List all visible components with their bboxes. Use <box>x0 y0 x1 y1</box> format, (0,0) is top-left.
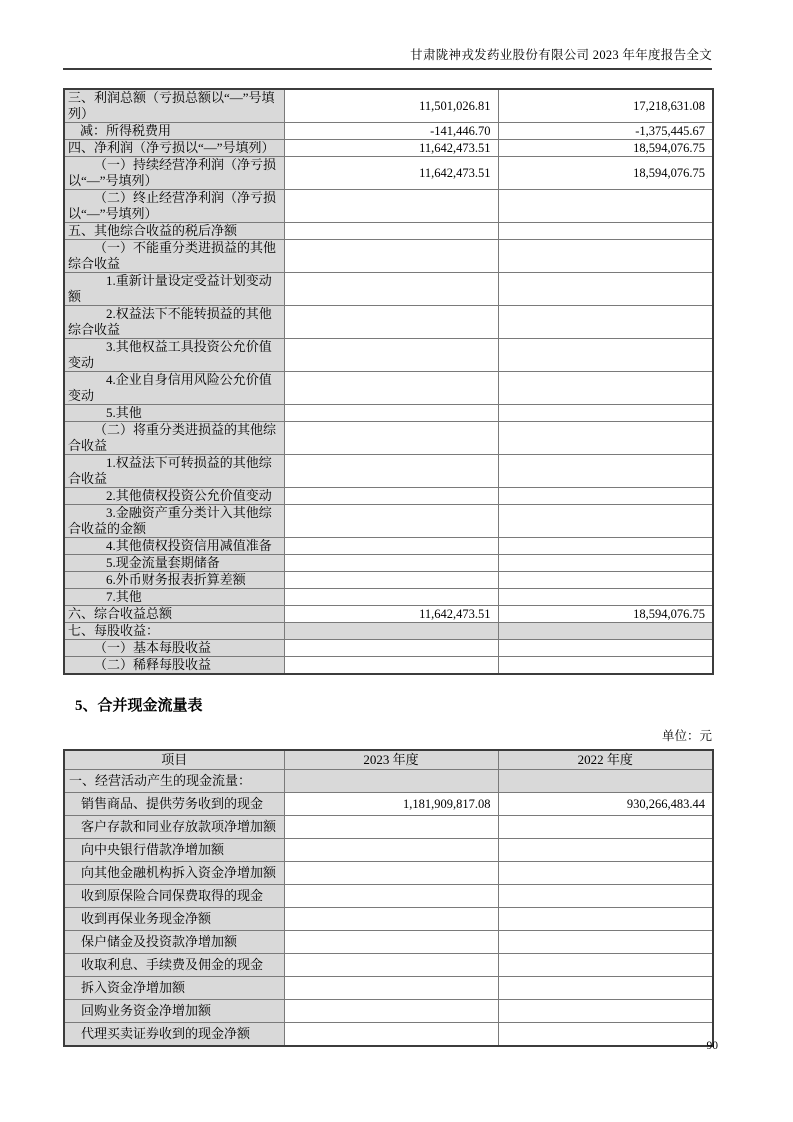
value-2023-cell: 1,181,909,817.08 <box>284 793 498 816</box>
table-row <box>64 816 713 839</box>
table-header-row <box>64 750 713 770</box>
value-2022-cell <box>498 405 713 422</box>
value-2022-cell: -1,375,445.67 <box>498 123 713 140</box>
column-header: 2022 年度 <box>498 750 713 770</box>
table-row <box>64 640 713 657</box>
row-label-cell: 客户存款和同业存放款项净增加额 <box>64 816 284 839</box>
value-2022-cell: 17,218,631.08 <box>498 89 713 123</box>
unit-label: 单位：元 <box>661 729 712 743</box>
table-row <box>64 885 713 908</box>
value-2022-cell <box>498 306 713 339</box>
value-2023-cell <box>284 372 498 405</box>
table-row <box>64 405 713 422</box>
value-2022-cell <box>498 240 713 273</box>
row-label-cell: 拆入资金净增加额 <box>64 977 284 1000</box>
value-2022-cell <box>498 538 713 555</box>
row-label-cell: 保户储金及投资款净增加额 <box>64 931 284 954</box>
row-label-cell: 1.重新计量设定受益计划变动额 <box>64 273 284 306</box>
value-2022-cell <box>498 505 713 538</box>
row-label-cell: （一）持续经营净利润（净亏损以“—”号填列） <box>64 157 284 190</box>
value-2023-cell <box>284 455 498 488</box>
value-2023-cell <box>284 555 498 572</box>
value-2023-cell <box>284 306 498 339</box>
row-label-cell: 2.权益法下不能转损益的其他综合收益 <box>64 306 284 339</box>
value-2023-cell <box>284 572 498 589</box>
value-2022-cell: 18,594,076.75 <box>498 606 713 623</box>
section-title-cash-flow-statement: 5、合并现金流量表 <box>75 698 203 714</box>
row-label-cell: （一）基本每股收益 <box>64 640 284 657</box>
value-2023-cell: 11,501,026.81 <box>284 89 498 123</box>
table-row <box>64 931 713 954</box>
table-row <box>64 657 713 675</box>
row-label-cell: （一）不能重分类进损益的其他综合收益 <box>64 240 284 273</box>
row-label-cell: 7.其他 <box>64 589 284 606</box>
row-label-cell: （二）终止经营净利润（净亏损以“—”号填列） <box>64 190 284 223</box>
row-label-cell: 3.其他权益工具投资公允价值变动 <box>64 339 284 372</box>
value-2023-cell <box>284 273 498 306</box>
row-label-cell: 向中央银行借款净增加额 <box>64 839 284 862</box>
value-2022-cell <box>498 223 713 240</box>
row-label-cell: 三、利润总额（亏损总额以“—”号填列） <box>64 89 284 123</box>
table-row <box>64 422 713 455</box>
value-2023-cell: -141,446.70 <box>284 123 498 140</box>
document-header-title: 甘肃陇神戎发药业股份有限公司 2023 年年度报告全文 <box>410 48 712 62</box>
value-2022-cell <box>498 422 713 455</box>
row-label-cell: 5.其他 <box>64 405 284 422</box>
table-row <box>64 793 713 816</box>
row-label-cell: （二）将重分类进损益的其他综合收益 <box>64 422 284 455</box>
table-row <box>64 977 713 1000</box>
table-row <box>64 839 713 862</box>
value-2022-cell: 930,266,483.44 <box>498 793 713 816</box>
value-2022-cell <box>498 623 713 640</box>
table-row <box>64 770 713 793</box>
value-2022-cell <box>498 190 713 223</box>
column-header: 2023 年度 <box>284 750 498 770</box>
value-2023-cell <box>284 240 498 273</box>
table-row <box>64 488 713 505</box>
row-label-cell: 5.现金流量套期储备 <box>64 555 284 572</box>
row-label-cell: 6.外币财务报表折算差额 <box>64 572 284 589</box>
value-2023-cell <box>284 885 498 908</box>
row-label-cell: 销售商品、提供劳务收到的现金 <box>64 793 284 816</box>
value-2022-cell <box>498 339 713 372</box>
value-2023-cell <box>284 190 498 223</box>
table-row <box>64 157 713 190</box>
value-2023-cell <box>284 538 498 555</box>
row-label-cell: 1.权益法下可转损益的其他综合收益 <box>64 455 284 488</box>
value-2023-cell <box>284 405 498 422</box>
value-2022-cell <box>498 816 713 839</box>
value-2023-cell <box>284 640 498 657</box>
value-2022-cell <box>498 954 713 977</box>
table-row <box>64 572 713 589</box>
value-2022-cell <box>498 885 713 908</box>
table-row <box>64 862 713 885</box>
value-2023-cell <box>284 505 498 538</box>
value-2023-cell: 11,642,473.51 <box>284 606 498 623</box>
row-label-cell: 向其他金融机构拆入资金净增加额 <box>64 862 284 885</box>
table-row <box>64 1023 713 1047</box>
table-row <box>64 455 713 488</box>
table-row <box>64 140 713 157</box>
value-2023-cell <box>284 977 498 1000</box>
value-2022-cell <box>498 555 713 572</box>
value-2023-cell: 11,642,473.51 <box>284 140 498 157</box>
table-row <box>64 123 713 140</box>
value-2022-cell <box>498 839 713 862</box>
value-2023-cell <box>284 1023 498 1047</box>
table-row <box>64 240 713 273</box>
row-label-cell: （二）稀释每股收益 <box>64 657 284 675</box>
row-label-cell: 五、其他综合收益的税后净额 <box>64 223 284 240</box>
value-2022-cell <box>498 1023 713 1047</box>
value-2023-cell <box>284 1000 498 1023</box>
row-label-cell: 收到再保业务现金净额 <box>64 908 284 931</box>
value-2022-cell: 18,594,076.75 <box>498 140 713 157</box>
value-2023-cell <box>284 623 498 640</box>
row-label-cell: 2.其他债权投资公允价值变动 <box>64 488 284 505</box>
value-2022-cell <box>498 640 713 657</box>
table-row <box>64 89 713 123</box>
value-2023-cell <box>284 839 498 862</box>
table-row <box>64 1000 713 1023</box>
row-label-cell: 4.企业自身信用风险公允价值变动 <box>64 372 284 405</box>
value-2022-cell <box>498 372 713 405</box>
value-2023-cell <box>284 954 498 977</box>
value-2022-cell <box>498 572 713 589</box>
value-2022-cell <box>498 977 713 1000</box>
table-row <box>64 306 713 339</box>
row-label-cell: 回购业务资金净增加额 <box>64 1000 284 1023</box>
value-2023-cell <box>284 862 498 885</box>
row-label-cell: 4.其他债权投资信用减值准备 <box>64 538 284 555</box>
row-label-cell: 四、净利润（净亏损以“—”号填列） <box>64 140 284 157</box>
value-2023-cell <box>284 223 498 240</box>
value-2023-cell <box>284 589 498 606</box>
value-2022-cell <box>498 273 713 306</box>
table-row <box>64 190 713 223</box>
table-row <box>64 589 713 606</box>
value-2023-cell <box>284 339 498 372</box>
value-2022-cell <box>498 931 713 954</box>
value-2022-cell: 18,594,076.75 <box>498 157 713 190</box>
value-2023-cell <box>284 908 498 931</box>
value-2022-cell <box>498 862 713 885</box>
table-row <box>64 505 713 538</box>
table-row <box>64 538 713 555</box>
value-2023-cell: 11,642,473.51 <box>284 157 498 190</box>
table-row <box>64 555 713 572</box>
value-2023-cell <box>284 488 498 505</box>
header-rule <box>63 68 712 70</box>
table-row <box>64 606 713 623</box>
row-label-cell: 一、经营活动产生的现金流量： <box>64 770 284 793</box>
row-label-cell: 代理买卖证券收到的现金净额 <box>64 1023 284 1047</box>
value-2023-cell <box>284 422 498 455</box>
row-label-cell: 收到原保险合同保费取得的现金 <box>64 885 284 908</box>
cash-flow-table <box>63 749 714 1047</box>
value-2022-cell <box>498 657 713 675</box>
value-2022-cell <box>498 770 713 793</box>
income-statement-table <box>63 88 714 675</box>
row-label-cell: 六、综合收益总额 <box>64 606 284 623</box>
page-number: 90 <box>706 1040 718 1052</box>
value-2023-cell <box>284 770 498 793</box>
row-label-cell: 减：所得税费用 <box>64 123 284 140</box>
value-2023-cell <box>284 657 498 675</box>
value-2022-cell <box>498 1000 713 1023</box>
column-header: 项目 <box>64 750 284 770</box>
table-row <box>64 908 713 931</box>
table-row <box>64 273 713 306</box>
row-label-cell: 七、每股收益： <box>64 623 284 640</box>
value-2022-cell <box>498 589 713 606</box>
value-2023-cell <box>284 931 498 954</box>
table-row <box>64 339 713 372</box>
value-2022-cell <box>498 455 713 488</box>
table-row <box>64 372 713 405</box>
table-row <box>64 623 713 640</box>
table-row <box>64 223 713 240</box>
row-label-cell: 3.金融资产重分类计入其他综合收益的金额 <box>64 505 284 538</box>
table-row <box>64 954 713 977</box>
value-2022-cell <box>498 908 713 931</box>
row-label-cell: 收取利息、手续费及佣金的现金 <box>64 954 284 977</box>
value-2022-cell <box>498 488 713 505</box>
value-2023-cell <box>284 816 498 839</box>
